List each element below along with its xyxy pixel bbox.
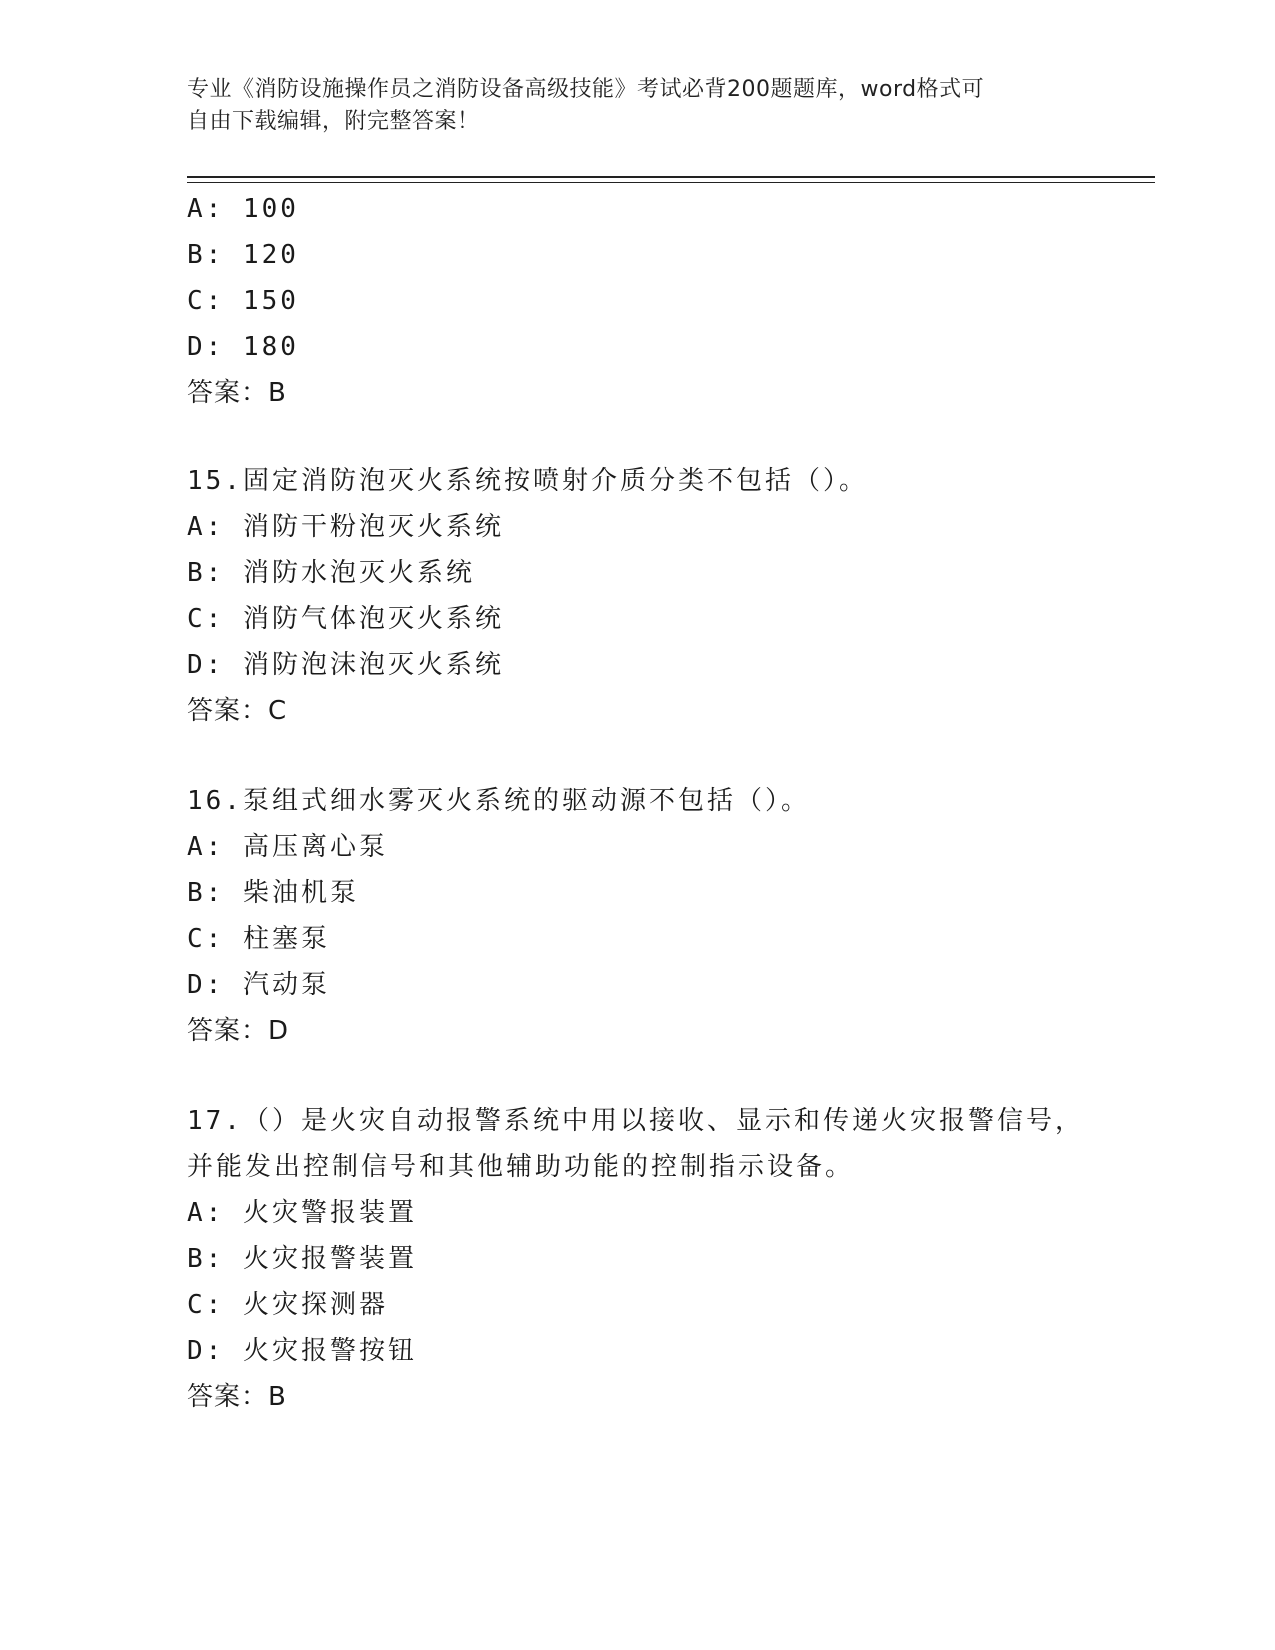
option-a: A: 高压离心泵 bbox=[187, 832, 388, 862]
header-divider-thin bbox=[187, 182, 1155, 183]
document-header bbox=[187, 74, 1067, 138]
question-text-line-2: 并能发出控制信号和其他辅助功能的控制指示设备。 bbox=[187, 1152, 855, 1182]
answer-line: 答案：C bbox=[187, 696, 288, 726]
option-d: D: 汽动泵 bbox=[187, 970, 330, 1000]
option-c: C: 火灾探测器 bbox=[187, 1290, 388, 1320]
option-b: B: 柴油机泵 bbox=[187, 878, 359, 908]
answer-line: 答案：B bbox=[187, 1382, 287, 1412]
header-line-1: 专业《消防设施操作员之消防设备高级技能》考试必背200题题库，word格式可 bbox=[187, 77, 985, 102]
header-line-2: 自由下载编辑，附完整答案！ bbox=[187, 109, 480, 134]
question-text: 16.泵组式细水雾灭火系统的驱动源不包括（）。 bbox=[187, 786, 810, 816]
answer-line: 答案：B bbox=[187, 378, 287, 408]
option-b: B: 火灾报警装置 bbox=[187, 1244, 417, 1274]
question-17-block bbox=[187, 1098, 1087, 1420]
question-text-line-1: 17.（）是火灾自动报警系统中用以接收、显示和传递火灾报警信号， bbox=[187, 1106, 1084, 1136]
header-divider-thick bbox=[187, 176, 1155, 178]
question-14-block bbox=[187, 186, 1087, 416]
option-b: B: 120 bbox=[187, 240, 299, 270]
option-d: D: 火灾报警按钮 bbox=[187, 1336, 417, 1366]
option-b: B: 消防水泡灭火系统 bbox=[187, 558, 475, 588]
option-c: C: 柱塞泵 bbox=[187, 924, 330, 954]
answer-line: 答案：D bbox=[187, 1016, 290, 1046]
option-a: A: 消防干粉泡灭火系统 bbox=[187, 512, 504, 542]
question-15-block bbox=[187, 458, 1087, 734]
question-16-block bbox=[187, 778, 1087, 1054]
option-a: A: 100 bbox=[187, 194, 299, 224]
option-c: C: 消防气体泡灭火系统 bbox=[187, 604, 504, 634]
option-c: C: 150 bbox=[187, 286, 299, 316]
question-text: 15.固定消防泡灭火系统按喷射介质分类不包括（）。 bbox=[187, 466, 868, 496]
option-a: A: 火灾警报装置 bbox=[187, 1198, 417, 1228]
option-d: D: 180 bbox=[187, 332, 299, 362]
option-d: D: 消防泡沫泡灭火系统 bbox=[187, 650, 504, 680]
